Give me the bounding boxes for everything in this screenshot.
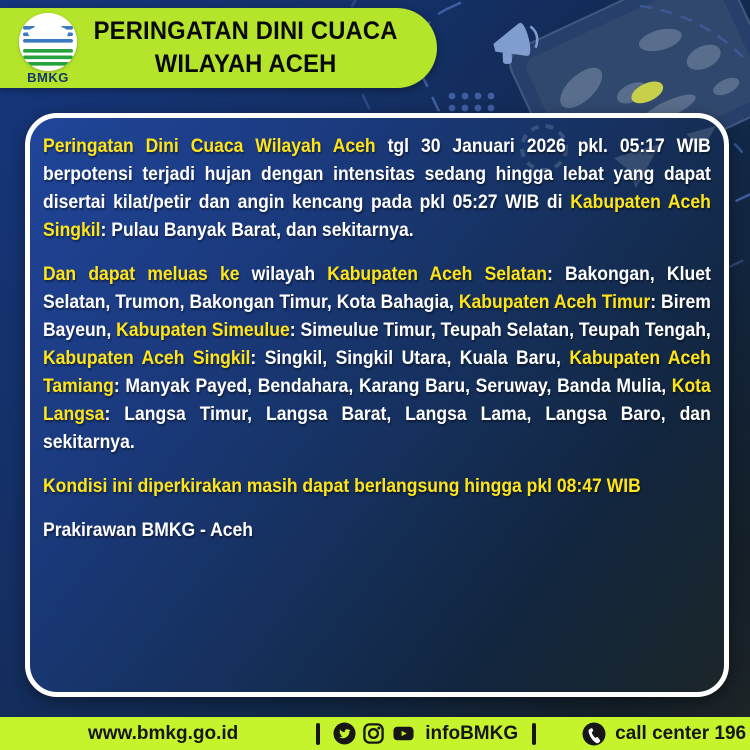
text-segment-white: : Birem Bayeun, [43, 291, 711, 341]
footer-divider [316, 723, 320, 745]
website-link: www.bmkg.go.id [88, 722, 239, 744]
text-segment-yellow: Kondisi ini diperkirakan masih dapat berlangsung hingga pkl 08:47 WIB [43, 475, 641, 497]
text-segment-yellow: Dan dapat meluas ke [43, 263, 240, 285]
text-segment-white: : Singkil, Singkil Utara, Kuala Baru, [250, 347, 570, 369]
forecaster-signature [43, 516, 711, 544]
text-segment-white: : Bakongan, Kluet Selatan, Trumon, Bakongan Timur, Kota Bahagia, [43, 263, 711, 313]
text-segment-white: Prakirawan BMKG - Aceh [43, 519, 254, 541]
text-segment-yellow: Kabupaten Aceh Singkil [43, 347, 251, 369]
text-segment-yellow: Kota Langsa [43, 375, 711, 425]
footer-bar [0, 717, 750, 750]
warning-panel [25, 113, 729, 697]
text-segment-yellow: Peringatan Dini Cuaca Wilayah Aceh [43, 135, 376, 157]
bmkg-logo-label: BMKG [27, 70, 69, 85]
text-segment-yellow: Kabupaten Simeulue [116, 319, 290, 341]
bmkg-logo [16, 13, 80, 85]
text-segment-yellow: Kabupaten Aceh Tamiang [43, 347, 711, 397]
social-icons-group [333, 722, 416, 745]
text-segment-white: tgl 30 Januari 2026 pkl. 05:17 WIB berpotensi terjadi hujan dengan intensitas sedang hingga lebat yang dapat disertai kilat/petir dan angin kencang pada pkl 05:27 WIB di [43, 135, 711, 213]
text-segment-white: : Manyak Payed, Bendahara, Karang Baru, Seruway, Banda Mulia, [113, 375, 672, 397]
poster-title-line2: WILAYAH ACEH [154, 50, 337, 78]
twitter-icon [333, 722, 356, 745]
poster-title-line1: PERINGATAN DINI CUACA [93, 17, 398, 45]
call-center-label: call center 196 [615, 722, 747, 744]
poster-title [86, 15, 405, 81]
instagram-icon [362, 722, 385, 745]
warning-text-block [43, 132, 711, 560]
youtube-icon [391, 722, 416, 745]
bmkg-logo-icon [19, 13, 77, 71]
text-segment-yellow: Kabupaten Aceh Singkil [43, 191, 711, 241]
text-segment-yellow: Kabupaten Aceh Timur [458, 291, 651, 313]
warning-paragraph-1 [43, 132, 711, 244]
dot-grid [449, 93, 495, 112]
text-segment-white: wilayah [239, 263, 328, 285]
text-segment-white: : Pulau Banyak Barat, dan sekitarnya. [100, 219, 414, 241]
footer-divider [532, 723, 536, 745]
text-segment-yellow: Kabupaten Aceh Selatan [327, 263, 548, 285]
text-segment-white: : Simeulue Timur, Teupah Selatan, Teupah Tengah, [289, 319, 711, 341]
phone-icon [582, 722, 606, 746]
social-handle-label: infoBMKG [425, 722, 519, 744]
warning-duration-line [43, 472, 711, 500]
header-banner [0, 8, 437, 88]
warning-paragraph-2 [43, 260, 711, 456]
text-segment-white: : Langsa Timur, Langsa Barat, Langsa Lama, Langsa Baro, dan sekitarnya. [43, 403, 711, 453]
